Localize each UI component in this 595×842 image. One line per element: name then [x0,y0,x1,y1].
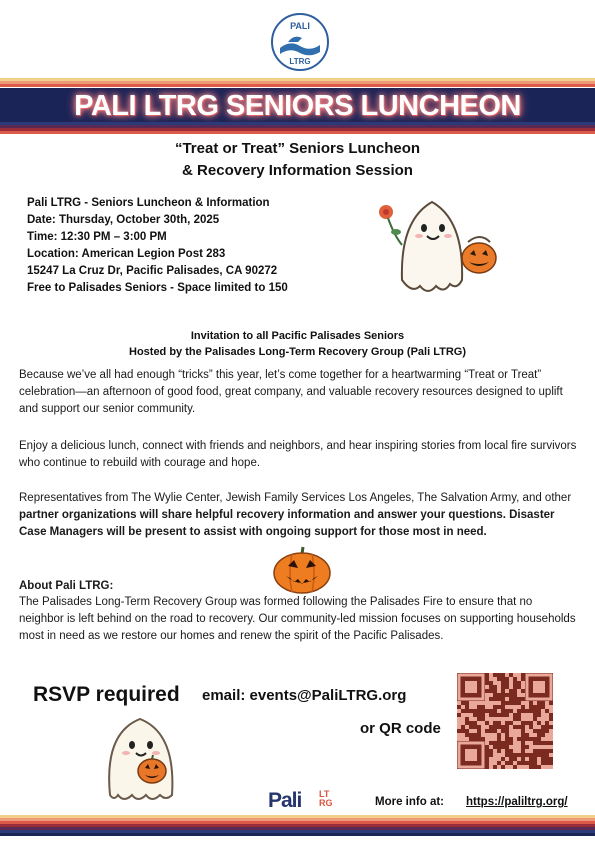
lunch-paragraph: Enjoy a delicious lunch, connect with friends and neighbors, and hear inspiring stories from local fire survivors who continue to rebuild with courage and hope. [19,440,577,469]
ghost-with-pumpkin-icon [100,713,180,803]
banner-lower-stripes [0,122,595,134]
stripe [0,833,595,836]
top-stripes [0,78,595,87]
about-text: The Palisades Long-Term Recovery Group was formed following the Palisades Fire to ensure that no neighbor is left behind on the road to recovery. Our community-led mission focuses on supporting households most in need as we restore our homes and renew the spirit of the Pacific Palisades. [19,596,576,642]
brand-suffix-line: RG [319,798,333,808]
svg-text:PALI: PALI [290,21,310,31]
banner-title: PALI LTRG SENIORS LUNCHEON [74,90,521,122]
footer-brand-suffix [319,790,333,808]
banner [0,88,595,122]
info-line: Free to Palisades Seniors - Space limited to 150 [27,282,288,294]
event-title-line-2: & Recovery Information Session [182,162,413,179]
website-link[interactable]: https://paliltrg.org/ [466,796,568,808]
info-line: Location: American Legion Post 283 [27,248,226,260]
svg-text:LTRG: LTRG [289,57,311,66]
info-line: Pali LTRG - Seniors Luncheon & Information [27,197,270,209]
event-title-line-1: “Treat or Treat” Seniors Luncheon [174,140,421,157]
rsvp-label: RSVP required [33,683,180,706]
bottom-stripes [0,815,595,836]
info-line: 15247 La Cruz Dr, Pacific Palisades, CA 90272 [27,265,278,277]
partners-paragraph [19,490,579,541]
partners-text: Representatives from The Wylie Center, Jewish Family Services Los Angeles, The Salvation Army, and other [19,492,572,504]
partners-highlight: partner organizations will share helpful recovery information and answer your questions. Disaster Case Managers will be present to assist with ongoing support for those most in need. [19,509,555,538]
invitation-line-1: Invitation to all Pacific Palisades Seniors [190,330,405,342]
ghost-with-flower-icon [372,190,502,305]
more-info-label: More info at: [375,796,444,808]
info-line: Time: 12:30 PM – 3:00 PM [27,231,167,243]
event-info [27,195,357,297]
footer-brand: Pali [268,789,302,812]
rsvp-email[interactable]: email: events@PaliLTRG.org [202,687,407,704]
brand-suffix-line: LT [319,789,330,799]
invitation-line-2: Hosted by the Palisades Long-Term Recovery Group (Pali LTRG) [129,346,466,358]
intro-paragraph: Because we’ve all had enough “tricks” this year, let’s come together for a heartwarming “Treat or Treat” celebration—an afternoon of good food, great company, and valuable recovery resources designed to uplift and support our senior community. [19,369,563,415]
stripe [0,84,595,87]
qr-code-icon[interactable] [457,673,553,769]
logo-emblem [270,12,330,72]
stripe [0,131,595,134]
about-heading: About Pali LTRG: [19,580,114,592]
info-line: Date: Thursday, October 30th, 2025 [27,214,220,226]
rsvp-qr-label: or QR code [360,720,441,737]
